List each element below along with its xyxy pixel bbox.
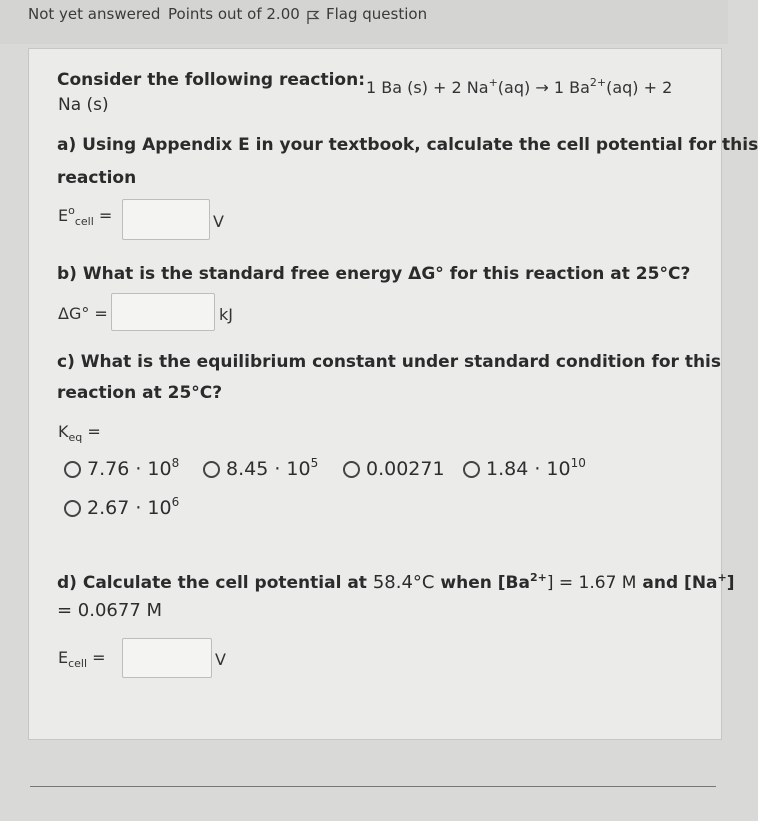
option-radio-5[interactable] bbox=[64, 500, 81, 517]
option-value: 8.45 · 10 bbox=[226, 458, 311, 480]
e-symbol: E bbox=[58, 648, 69, 667]
question-intro: Consider the following reaction: bbox=[57, 70, 366, 90]
part-d-prompt bbox=[57, 572, 735, 593]
option-label-3[interactable] bbox=[366, 458, 445, 480]
k-symbol: K bbox=[58, 422, 69, 441]
equals-sign: = bbox=[98, 206, 113, 225]
cell-subscript: cell bbox=[74, 215, 94, 228]
option-exponent: 8 bbox=[171, 456, 180, 470]
option-label-4[interactable] bbox=[486, 458, 586, 480]
part-d-temperature: 58.4°C bbox=[372, 572, 435, 593]
part-c-prompt-line2: reaction at 25°C? bbox=[57, 383, 223, 403]
keq-label bbox=[58, 422, 101, 444]
points-label: Points out of 2.00 bbox=[168, 5, 300, 23]
option-radio-1[interactable] bbox=[64, 461, 81, 478]
answer-status: Not yet answered bbox=[28, 5, 161, 23]
option-value: 7.76 · 10 bbox=[87, 458, 172, 480]
part-d-text: d) Calculate the cell potential at bbox=[57, 573, 373, 593]
option-label-2[interactable] bbox=[226, 458, 318, 480]
cell-subscript: cell bbox=[68, 657, 88, 670]
divider bbox=[30, 786, 716, 787]
delta-g-label: ΔG° = bbox=[58, 304, 108, 323]
bracket-close: ] bbox=[726, 573, 735, 593]
part-a-prompt-line2: reaction bbox=[57, 168, 137, 188]
degree-symbol: o bbox=[68, 204, 75, 217]
option-radio-3[interactable] bbox=[343, 461, 360, 478]
ecell-std-label bbox=[58, 204, 113, 228]
flag-question-link[interactable]: Flag question bbox=[326, 5, 428, 23]
part-d-when: when [Ba bbox=[434, 573, 530, 593]
ba-charge: 2+ bbox=[589, 76, 607, 89]
ecell-input[interactable] bbox=[122, 638, 212, 678]
option-value: 0.00271 bbox=[366, 458, 445, 480]
e-symbol: E bbox=[58, 206, 69, 225]
option-value: 1.84 · 10 bbox=[486, 458, 571, 480]
na-charge: + bbox=[717, 571, 727, 584]
delta-g-input[interactable] bbox=[111, 293, 215, 331]
reaction-products: (aq) + 2 bbox=[606, 78, 673, 97]
reaction-equation bbox=[366, 78, 672, 97]
part-d-and: and [Na bbox=[636, 573, 718, 593]
reaction-line2: Na (s) bbox=[58, 95, 109, 115]
equals-sign: = bbox=[87, 422, 101, 441]
ecell-std-unit: V bbox=[213, 212, 224, 231]
option-label-5[interactable] bbox=[87, 497, 179, 519]
na-concentration: = 0.0677 M bbox=[57, 600, 163, 621]
ba-charge: 2+ bbox=[529, 571, 547, 584]
part-c-prompt: c) What is the equilibrium constant under standard condition for this bbox=[57, 352, 721, 372]
part-a-prompt: a) Using Appendix E in your textbook, calculate the cell potential for this bbox=[57, 135, 758, 155]
ecell-unit: V bbox=[215, 650, 226, 669]
eq-subscript: eq bbox=[68, 431, 83, 444]
question-info-bar bbox=[0, 0, 728, 44]
equals-sign: = bbox=[92, 648, 106, 667]
option-exponent: 10 bbox=[570, 456, 586, 470]
part-b-prompt: b) What is the standard free energy ΔG° for this reaction at 25°C? bbox=[57, 264, 691, 284]
option-radio-2[interactable] bbox=[203, 461, 220, 478]
option-exponent: 6 bbox=[171, 495, 180, 509]
na-charge: + bbox=[488, 76, 498, 89]
reaction-reactants: 1 Ba (s) + 2 Na bbox=[366, 78, 489, 97]
option-radio-4[interactable] bbox=[463, 461, 480, 478]
option-label-1[interactable] bbox=[87, 458, 179, 480]
ecell-label bbox=[58, 648, 106, 670]
reaction-arrow-part: (aq) → 1 Ba bbox=[497, 78, 590, 97]
delta-g-unit: kJ bbox=[219, 305, 233, 324]
flag-icon[interactable] bbox=[306, 10, 320, 24]
ba-concentration: ] = 1.67 M bbox=[546, 573, 637, 593]
option-exponent: 5 bbox=[310, 456, 319, 470]
option-value: 2.67 · 10 bbox=[87, 497, 172, 519]
ecell-std-input[interactable] bbox=[122, 199, 210, 240]
